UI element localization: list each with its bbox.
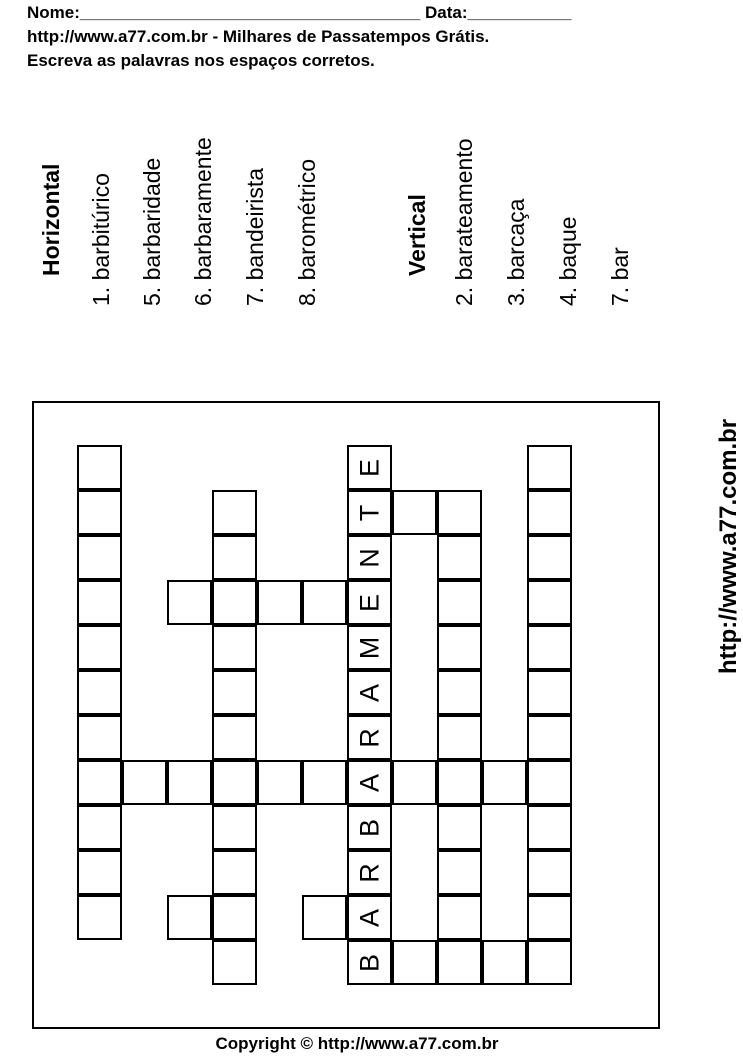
clue-vertical-4: 4. baque [555,216,581,306]
grid-cell[interactable] [527,490,572,535]
grid-cell[interactable] [257,580,302,625]
grid-cell[interactable] [347,670,392,715]
grid-cell[interactable] [302,580,347,625]
grid-cell[interactable] [212,715,257,760]
grid-cell[interactable] [527,760,572,805]
clue-vertical-7: 7. bar [607,247,633,306]
clue-horizontal-8: 8. barométrico [294,158,320,306]
grid-cell[interactable] [77,805,122,850]
grid-cell[interactable] [77,625,122,670]
grid-cell[interactable] [437,490,482,535]
grid-cell[interactable] [212,670,257,715]
grid-cell[interactable] [437,535,482,580]
grid-cell[interactable] [347,940,392,985]
grid-cell[interactable] [212,760,257,805]
grid-cell[interactable] [437,625,482,670]
side-url: http://www.a77.com.br [715,418,742,674]
grid-cell[interactable] [77,535,122,580]
grid-cell[interactable] [347,895,392,940]
grid-cell[interactable] [527,850,572,895]
grid-cell[interactable] [392,760,437,805]
grid-cell[interactable] [347,715,392,760]
name-date-line: Nome:____________________________________ Data:___________ [27,3,572,22]
grid-cell[interactable] [347,535,392,580]
grid-cell[interactable] [347,445,392,490]
grid-letter: A [354,773,384,792]
site-line: http://www.a77.com.br - Milhares de Passatempos Grátis. [27,27,490,46]
grid-cell[interactable] [212,940,257,985]
grid-letter: N [354,547,384,568]
grid-cell[interactable] [527,670,572,715]
grid-cell[interactable] [347,580,392,625]
grid-letter: M [354,636,384,659]
grid-letter: E [354,458,384,477]
grid-cell[interactable] [437,850,482,895]
grid-letter: T [354,504,384,521]
grid-cell[interactable] [167,580,212,625]
grid-cell[interactable] [212,580,257,625]
grid-letter: E [354,593,384,612]
grid-cell[interactable] [527,715,572,760]
grid-cell[interactable] [77,445,122,490]
grid-cell[interactable] [437,670,482,715]
grid-cell[interactable] [437,580,482,625]
grid-letter: R [354,862,384,883]
grid-letter: A [354,908,384,927]
grid-cell[interactable] [437,895,482,940]
grid-cell[interactable] [437,715,482,760]
vertical-heading: Vertical [404,194,430,276]
clue-horizontal-1: 1. barbitúrico [88,173,114,306]
grid-cell[interactable] [527,580,572,625]
grid-cell[interactable] [437,805,482,850]
grid-cell[interactable] [347,805,392,850]
grid-cell[interactable] [347,490,392,535]
clue-vertical-3: 3. barcaça [503,198,529,306]
grid-letter: B [354,818,384,837]
grid-cell[interactable] [167,760,212,805]
grid-cell[interactable] [77,670,122,715]
grid-letter: B [354,953,384,972]
copyright: Copyright © http://www.a77.com.br [215,1034,499,1053]
grid-cell[interactable] [77,760,122,805]
grid-cell[interactable] [437,940,482,985]
grid-cell[interactable] [212,850,257,895]
grid-cell[interactable] [77,580,122,625]
clue-horizontal-5: 5. barbaridade [139,157,165,306]
grid-cell[interactable] [527,535,572,580]
grid-cell[interactable] [77,490,122,535]
grid-cell[interactable] [212,895,257,940]
grid-cell[interactable] [212,490,257,535]
grid-cell[interactable] [212,535,257,580]
grid-cell[interactable] [482,940,527,985]
grid-cell[interactable] [257,760,302,805]
grid-cell[interactable] [527,940,572,985]
grid-cell[interactable] [302,760,347,805]
grid-cell[interactable] [77,850,122,895]
grid-cell[interactable] [122,760,167,805]
grid-cell[interactable] [212,625,257,670]
grid-cell[interactable] [347,625,392,670]
grid-cell[interactable] [527,445,572,490]
horizontal-heading: Horizontal [38,163,64,276]
grid-cell[interactable] [302,895,347,940]
grid-cell[interactable] [392,940,437,985]
grid-cell[interactable] [347,760,392,805]
instruction-text: Escreva as palavras nos espaços corretos. [27,51,375,70]
grid-cell[interactable] [527,625,572,670]
clue-vertical-2: 2. barateamento [451,138,477,306]
grid-cell[interactable] [77,895,122,940]
grid-cell[interactable] [167,895,212,940]
grid-cell[interactable] [482,760,527,805]
clue-horizontal-7: 7. bandeirista [242,167,268,306]
grid-cell[interactable] [437,760,482,805]
grid-letter: A [354,683,384,702]
grid-cell[interactable] [347,850,392,895]
grid-cell[interactable] [392,490,437,535]
grid-letter: R [354,727,384,748]
clue-horizontal-6: 6. barbaramente [190,137,216,306]
grid-cell[interactable] [212,805,257,850]
grid-cell[interactable] [77,715,122,760]
grid-cell[interactable] [527,895,572,940]
grid-cell[interactable] [527,805,572,850]
